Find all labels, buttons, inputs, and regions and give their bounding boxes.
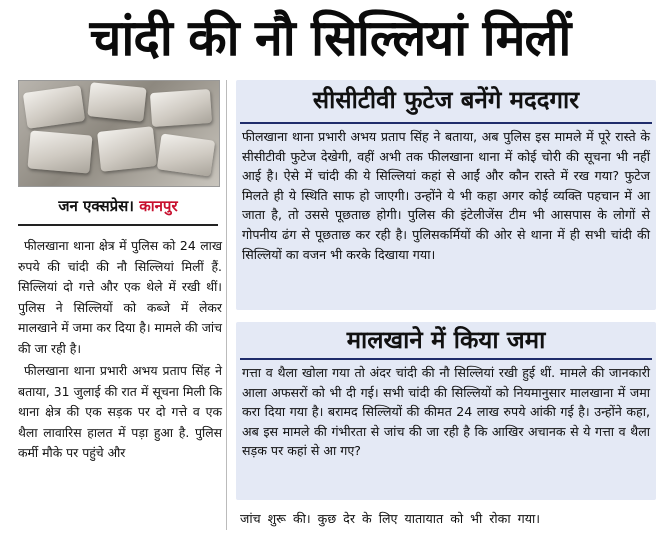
column-divider: [226, 80, 227, 530]
cctv-section-title: सीसीटीवी फुटेज बनेंगे मददगार: [312, 86, 580, 114]
cctv-title-rule: [240, 122, 652, 124]
continuation-text: जांच शुरू की। कुछ देर के लिए यातायात को भी रोका गया।: [240, 511, 541, 526]
byline-agency: जन एक्सप्रेस।: [58, 197, 134, 215]
cctv-section-body: फीलखाना थाना प्रभारी अभय प्रताप सिंह ने बताया, अब पुलिस इस मामले में पूरे रास्ते के सीसीटीवी फुटेज देखेगी, वहीं अभी तक फीलखाना थाना में कोई चोरी की सूचना भी नहीं आई है। ऐसे में चांदी की ये सिल्लियां कहां से आईं और कौन रास्ते में रख गया? फुटेज मिलते ही ये स्थिति साफ हो जाएगी। उन्होंने ये भी कहा अगर कोई व्यक्ति पहचान में आ जाता है, तो उससे पूछताछ होगी। पुलिस की इंटेलीजेंस टीम भी आसपास के लोगों से गोपनीय ढंग से पूछताछ कर रही है। पुलिसकर्मियों की ओर से थाना में ही सभी चांदी की सिल्लियों का वजन भी करके दिखाया गया।: [242, 129, 650, 262]
headline: चांदी की नौ सिल्लियां मिलीं: [89, 9, 571, 67]
byline: [18, 196, 218, 216]
silver-bars-photo: [18, 80, 220, 187]
byline-city: कानपुर: [139, 197, 178, 215]
left-column: [18, 236, 222, 466]
left-paragraph-1: फीलखाना थाना क्षेत्र में पुलिस को 24 लाख रुपये की चांदी की नौ सिल्लियां मिलीं हैं. सिल्लियां दो गत्ते और एक थेले में रखी थीं। पुलिस ने सिल्लियों को कब्जे में लेकर मालखाने में जमा कर दिया है। मामले की जांच की जा रही है।: [18, 238, 222, 356]
byline-divider: [18, 224, 218, 226]
malkhana-title-rule: [240, 358, 652, 360]
malkhana-section-body: गत्ता व थैला खोला गया तो अंदर चांदी की नौ सिल्लियां रखी हुई थीं. मामले की जानकारी आला अफसरों को भी दी गई। सभी चांदी की सिल्लियों को नियमानुसार मालखाना में जमा करा दिया गया है। बरामद सिल्लियों की कीमत 24 लाख रुपये आंकी गई है। उन्होंने कहा, अब इस मामले की गंभीरता से जांच की जा रही है कि आखिर अचानक से ये गत्ता व थैला सड़क पर कहां से आ गए?: [242, 365, 650, 459]
malkhana-section-title: मालखाने में किया जमा: [346, 326, 546, 354]
malkhana-section: [236, 322, 656, 500]
left-paragraph-2: फीलखाना थाना प्रभारी अभय प्रताप सिंह ने बताया, 31 जुलाई की रात में सूचना मिली कि थाना क्षेत्र की एक सड़क पर दो गत्ते व एक थैला लावारिस हालत में पड़ा हुआ है. पुलिस कर्मी मौके पर पहुंचे और: [18, 363, 222, 460]
cctv-section: [236, 80, 656, 310]
